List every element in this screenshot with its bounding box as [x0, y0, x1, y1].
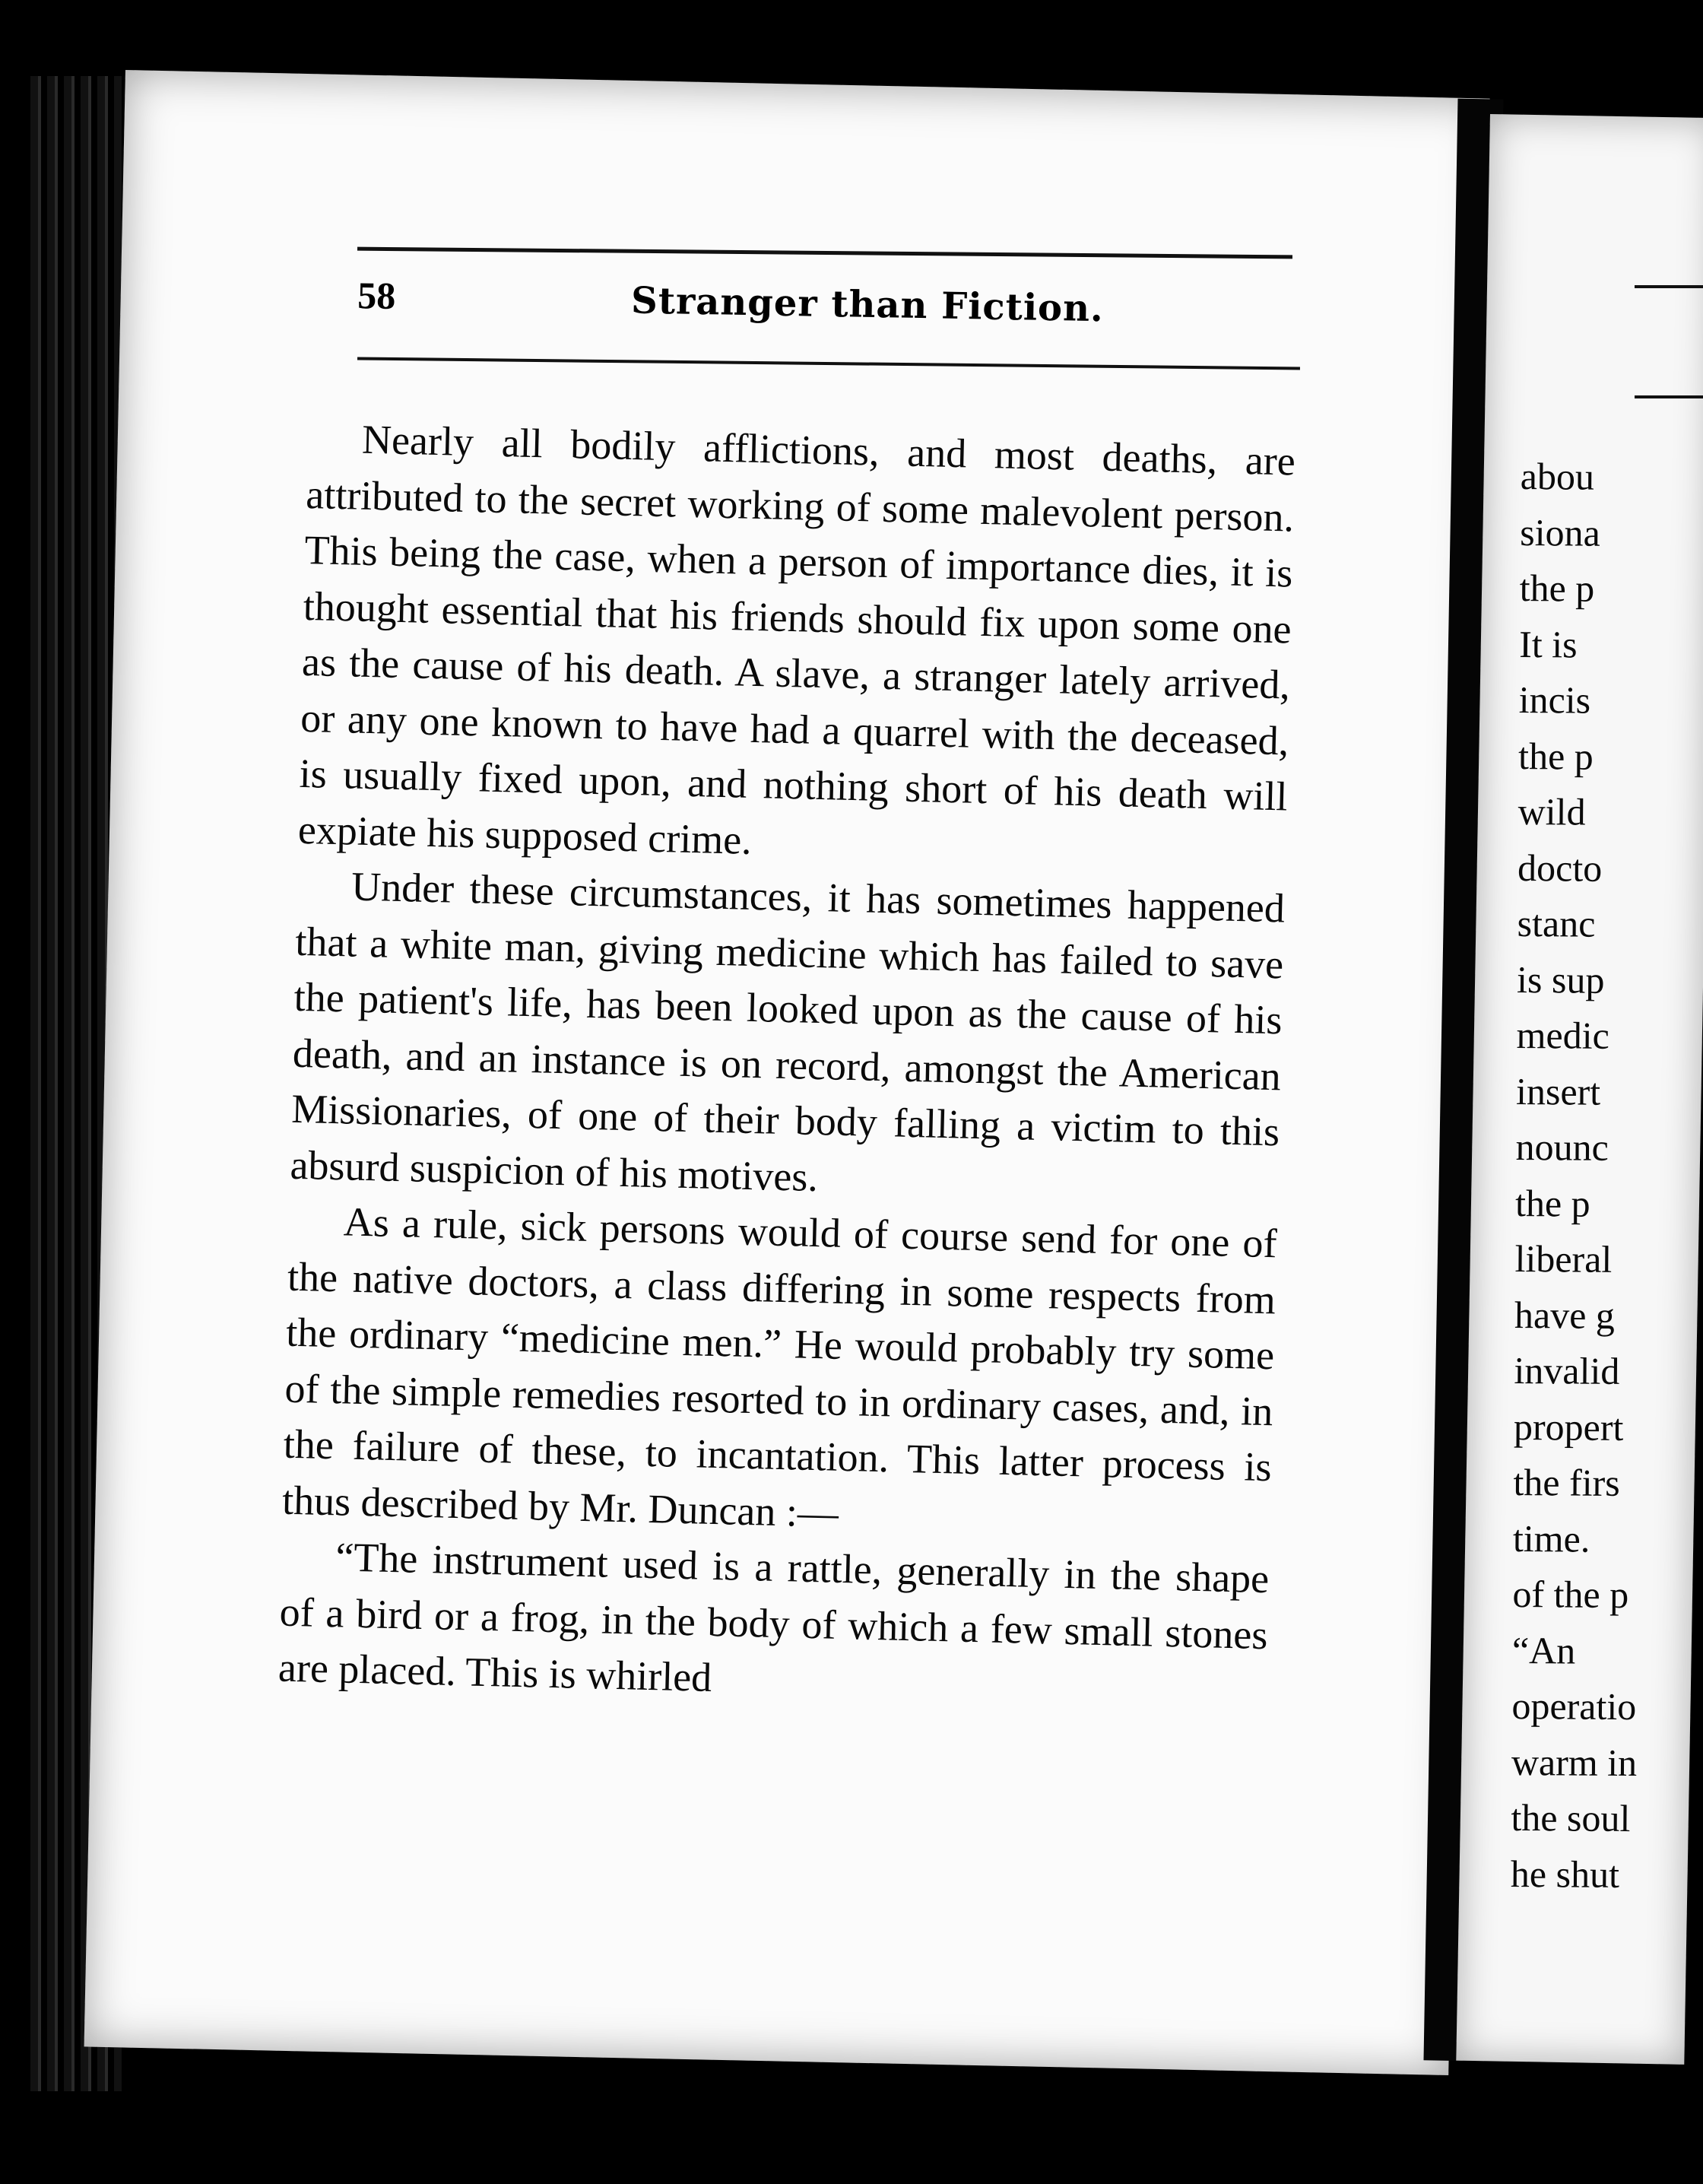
- facing-line: docto: [1517, 846, 1603, 890]
- facing-line: medic: [1516, 1013, 1609, 1057]
- facing-line: the soul: [1511, 1795, 1631, 1840]
- page-number: 58: [357, 274, 396, 317]
- facing-header-rule-bottom: [1635, 395, 1703, 398]
- facing-line: liberal: [1514, 1236, 1613, 1281]
- facing-line: of the p: [1512, 1572, 1629, 1617]
- facing-line: invalid: [1514, 1348, 1620, 1392]
- facing-line: It is: [1519, 622, 1578, 666]
- paragraph: Under these circumstances, it has sometimes happened that a white man, giving medicine which has failed to save the patient's life, has been looked upon as the cause of his death, and an instance is on record, amongst the American Missionaries, of one of their body falling a victim to this absurd suspicion of his motives.: [289, 863, 1286, 1200]
- facing-page-text: [1511, 449, 1703, 1903]
- facing-header-rule-top: [1635, 285, 1703, 288]
- facing-line: stanc: [1517, 901, 1596, 945]
- facing-line: the p: [1517, 734, 1594, 778]
- facing-line: the p: [1514, 1181, 1590, 1225]
- facing-line: the p: [1519, 566, 1595, 610]
- facing-line: operatio: [1511, 1684, 1637, 1728]
- facing-line: time.: [1512, 1516, 1590, 1560]
- facing-line: warm in: [1511, 1740, 1638, 1784]
- running-title: Stranger than Fiction.: [630, 279, 1105, 331]
- paragraph: “The instrument used is a rattle, generally in the shape of a bird or a frog, in the body of which a few small stones are placed. This is whirled: [277, 1534, 1270, 1700]
- facing-line: siona: [1520, 510, 1600, 554]
- facing-line: propert: [1513, 1405, 1624, 1449]
- facing-line: “An: [1511, 1628, 1576, 1672]
- facing-line: the firs: [1513, 1460, 1620, 1504]
- facing-line: abou: [1520, 454, 1595, 498]
- facing-line: nounc: [1515, 1125, 1609, 1169]
- page-body: [277, 411, 1295, 1719]
- facing-line: insert: [1515, 1069, 1601, 1113]
- facing-line: wild: [1517, 789, 1586, 833]
- facing-line: have g: [1514, 1293, 1616, 1337]
- facing-line: is sup: [1516, 957, 1605, 1002]
- paragraph: As a rule, sick persons would of course send for one of the native doctors, a class differing in some respects from the ordinary “medicine men.” He would probably try some of the simple remedies resorted to in ordinary cases, and, in the failure of these, to incantation. This latter process is thus described by Mr. Duncan :—: [281, 1198, 1278, 1536]
- facing-line: he shut: [1510, 1852, 1620, 1896]
- paragraph: Nearly all bodily afflictions, and most deaths, are attributed to the secret working of some malevolent person. This being the case, when a person of importance dies, it is thought essential that his friends should fix upon some one as the cause of his death. A slave, a stranger lately arrived, or any one known to have had a quarrel with the deceased, is usually fixed upon, and nothing short of his death will expiate his supposed crime.: [297, 416, 1296, 863]
- facing-line: incis: [1518, 678, 1591, 722]
